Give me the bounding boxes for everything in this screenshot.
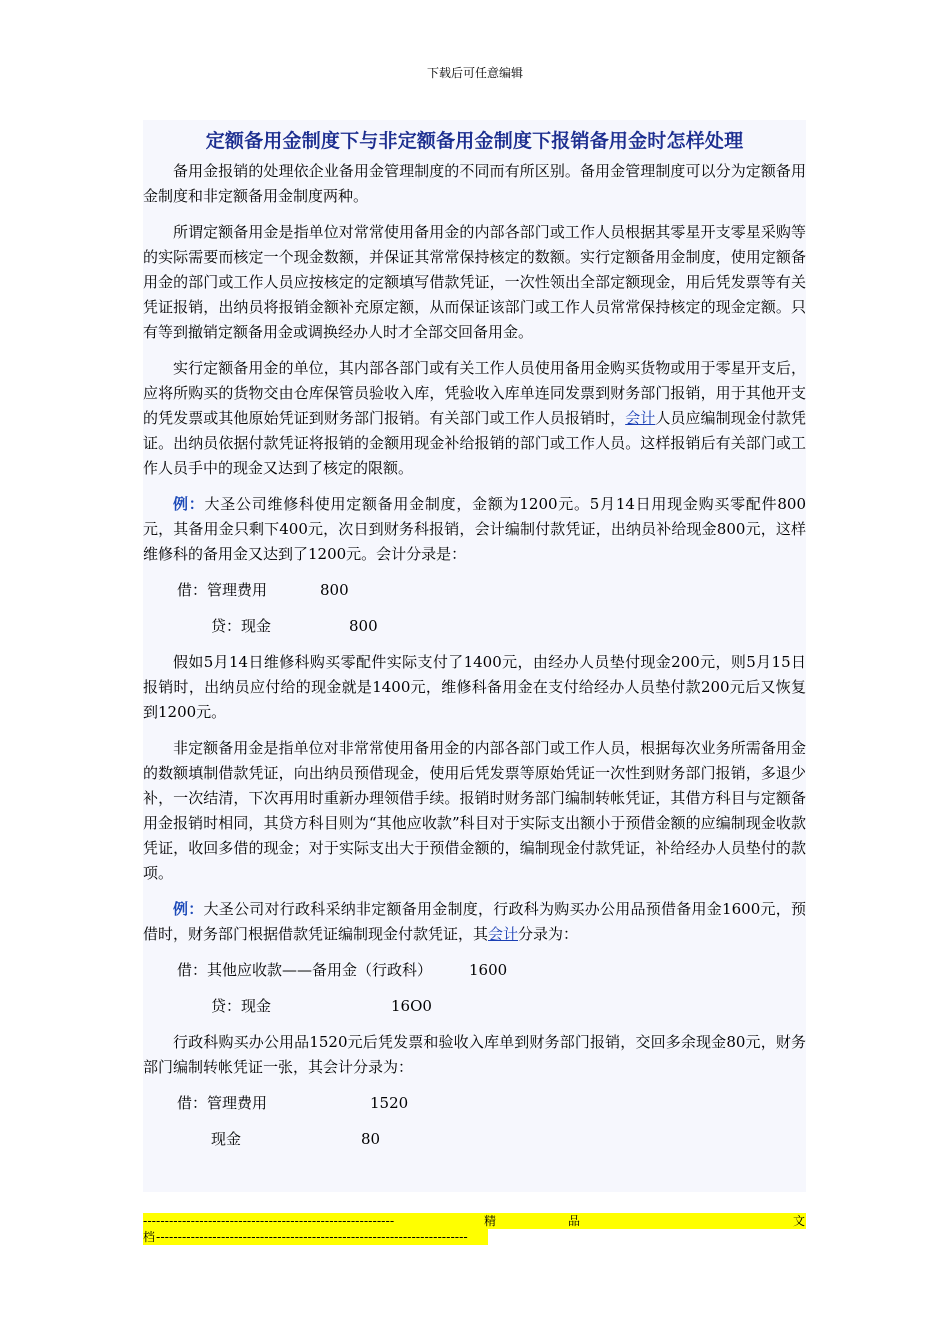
footer-char: 品 — [568, 1214, 581, 1228]
entry-amount: 80 — [361, 1130, 381, 1148]
journal-entry-credit — [143, 994, 806, 1019]
entry-label: 借：管理费用 — [177, 1094, 268, 1112]
footer-char: 档 — [143, 1230, 156, 1244]
paragraph-text: 大圣公司对行政科采纳非定额备用金制度，行政科为购买办公用品预借备用金1600元，预借时，财务部门根据借款凭证编制现金付款凭证，其 — [143, 900, 806, 943]
entry-amount: 1520 — [370, 1094, 409, 1112]
entry-label: 借：其他应收款——备用金（行政科） — [177, 961, 433, 979]
entry-label: 贷：现金 — [211, 997, 272, 1015]
entry-amount: 800 — [320, 581, 349, 599]
journal-entry-debit — [143, 578, 806, 603]
entry-label: 借：管理费用 — [177, 581, 268, 599]
paragraph-text: 大圣公司维修科使用定额备用金制度，金额为1200元。5月14日用现金购买零配件800元，其备用金只剩下400元，次日到财务科报销，会计编制付款凭证，出纳员补给现金800元，这样维修科的备用金又达到了1200元。会计分录是： — [143, 495, 806, 563]
footer-dashes: ------------------------------------------------------------------------ — [156, 1230, 468, 1244]
footer-char: 精 — [484, 1214, 497, 1228]
paragraph-text: 人员应编制现金付款凭证。出纳员依据付款凭证将报销的金额用现金补给报销的部门或工作人员。这样报销后有关部门或工作人员手中的现金又达到了核定的限额。 — [143, 409, 806, 477]
paragraph-example-2-settlement: 行政科购买办公用品1520元后凭发票和验收入库单到财务部门报销，交回多余现金80元，财务部门编制转帐凭证一张，其会计分录为： — [143, 1033, 806, 1076]
paragraph-intro: 备用金报销的处理依企业备用金管理制度的不同而有所区别。备用金管理制度可以分为定额备用金制度和非定额备用金制度两种。 — [143, 162, 806, 205]
paragraph-example-1-variant: 假如5月14日维修科购买零配件实际支付了1400元，由经办人员垫付现金200元，则5月15日报销时，出纳员应付给的现金就是1400元，维修科备用金在支付给经办人员垫付款200元后又恢复到1200元。 — [143, 653, 806, 721]
accounting-link[interactable]: 会计 — [488, 925, 519, 943]
page-header: 下载后可任意编辑 — [426, 66, 523, 80]
paragraph-nonfixed-definition: 非定额备用金是指单位对非常常使用备用金的内部各部门或工作人员，根据每次业务所需备用金的数额填制借款凭证，向出纳员预借现金，使用后凭发票等原始凭证一次性到财务部门报销，多退少补，一次结清，下次再用时重新办理领借手续。报销时财务部门编制转帐凭证，其借方科目与定额备用金报销时相同，其贷方科目则为“其他应收款”科目对于实际支出额小于预借金额的应编制现金收款凭证，收回多借的现金；对于实际支出大于预借金额的，编制现金付款凭证，补给经办人员垫付的款项。 — [143, 739, 806, 882]
paragraph-example-2 — [143, 897, 806, 947]
example-label: 例： — [173, 900, 204, 918]
footer-line-2 — [143, 1229, 488, 1245]
journal-entry-cash — [143, 1127, 806, 1152]
journal-entry-credit — [143, 614, 806, 639]
paragraph-text: 实行定额备用金的单位，其内部各部门或有关工作人员使用备用金购买货物或用于零星开支后，应将所购买的货物交由仓库保管员验收入库，凭验收入库单连同发票到财务部门报销，用于其他开支的凭发票或其他原始凭证到财务部门报销。有关部门或工作人员报销时， — [143, 359, 806, 427]
document-body — [143, 120, 806, 1192]
entry-label: 贷：现金 — [211, 617, 272, 635]
document-title: 定额备用金制度下与非定额备用金制度下报销备用金时怎样处理 — [205, 130, 744, 152]
footer-line-1 — [143, 1213, 806, 1229]
footer-dashes: ---------------------------------------------------------- — [143, 1214, 395, 1228]
entry-amount: 1600 — [469, 961, 508, 979]
page-footer — [143, 1213, 806, 1245]
paragraph-fixed-procedure — [143, 356, 806, 481]
entry-amount: 800 — [349, 617, 378, 635]
accounting-link[interactable]: 会计 — [625, 409, 656, 427]
paragraph-example-1 — [143, 492, 806, 567]
paragraph-text: 分录为： — [518, 925, 579, 943]
journal-entry-debit — [143, 958, 806, 983]
journal-entry-debit — [143, 1091, 806, 1116]
entry-label: 现金 — [211, 1130, 242, 1148]
entry-amount: 16O0 — [391, 997, 432, 1015]
footer-char: 文 — [793, 1214, 806, 1228]
paragraph-fixed-definition: 所谓定额备用金是指单位对常常使用备用金的内部各部门或工作人员根据其零星开支零星采购等的实际需要而核定一个现金数额，并保证其常常保持核定的数额。实行定额备用金制度，使用定额备用金的部门或工作人员应按核定的定额填写借款凭证，一次性领出全部定额现金，用后凭发票等有关凭证报销，出纳员将报销金额补充原定额，从而保证该部门或工作人员常常保持核定的现金定额。只有等到撤销定额备用金或调换经办人时才全部交回备用金。 — [143, 223, 806, 341]
example-label: 例： — [173, 495, 205, 513]
